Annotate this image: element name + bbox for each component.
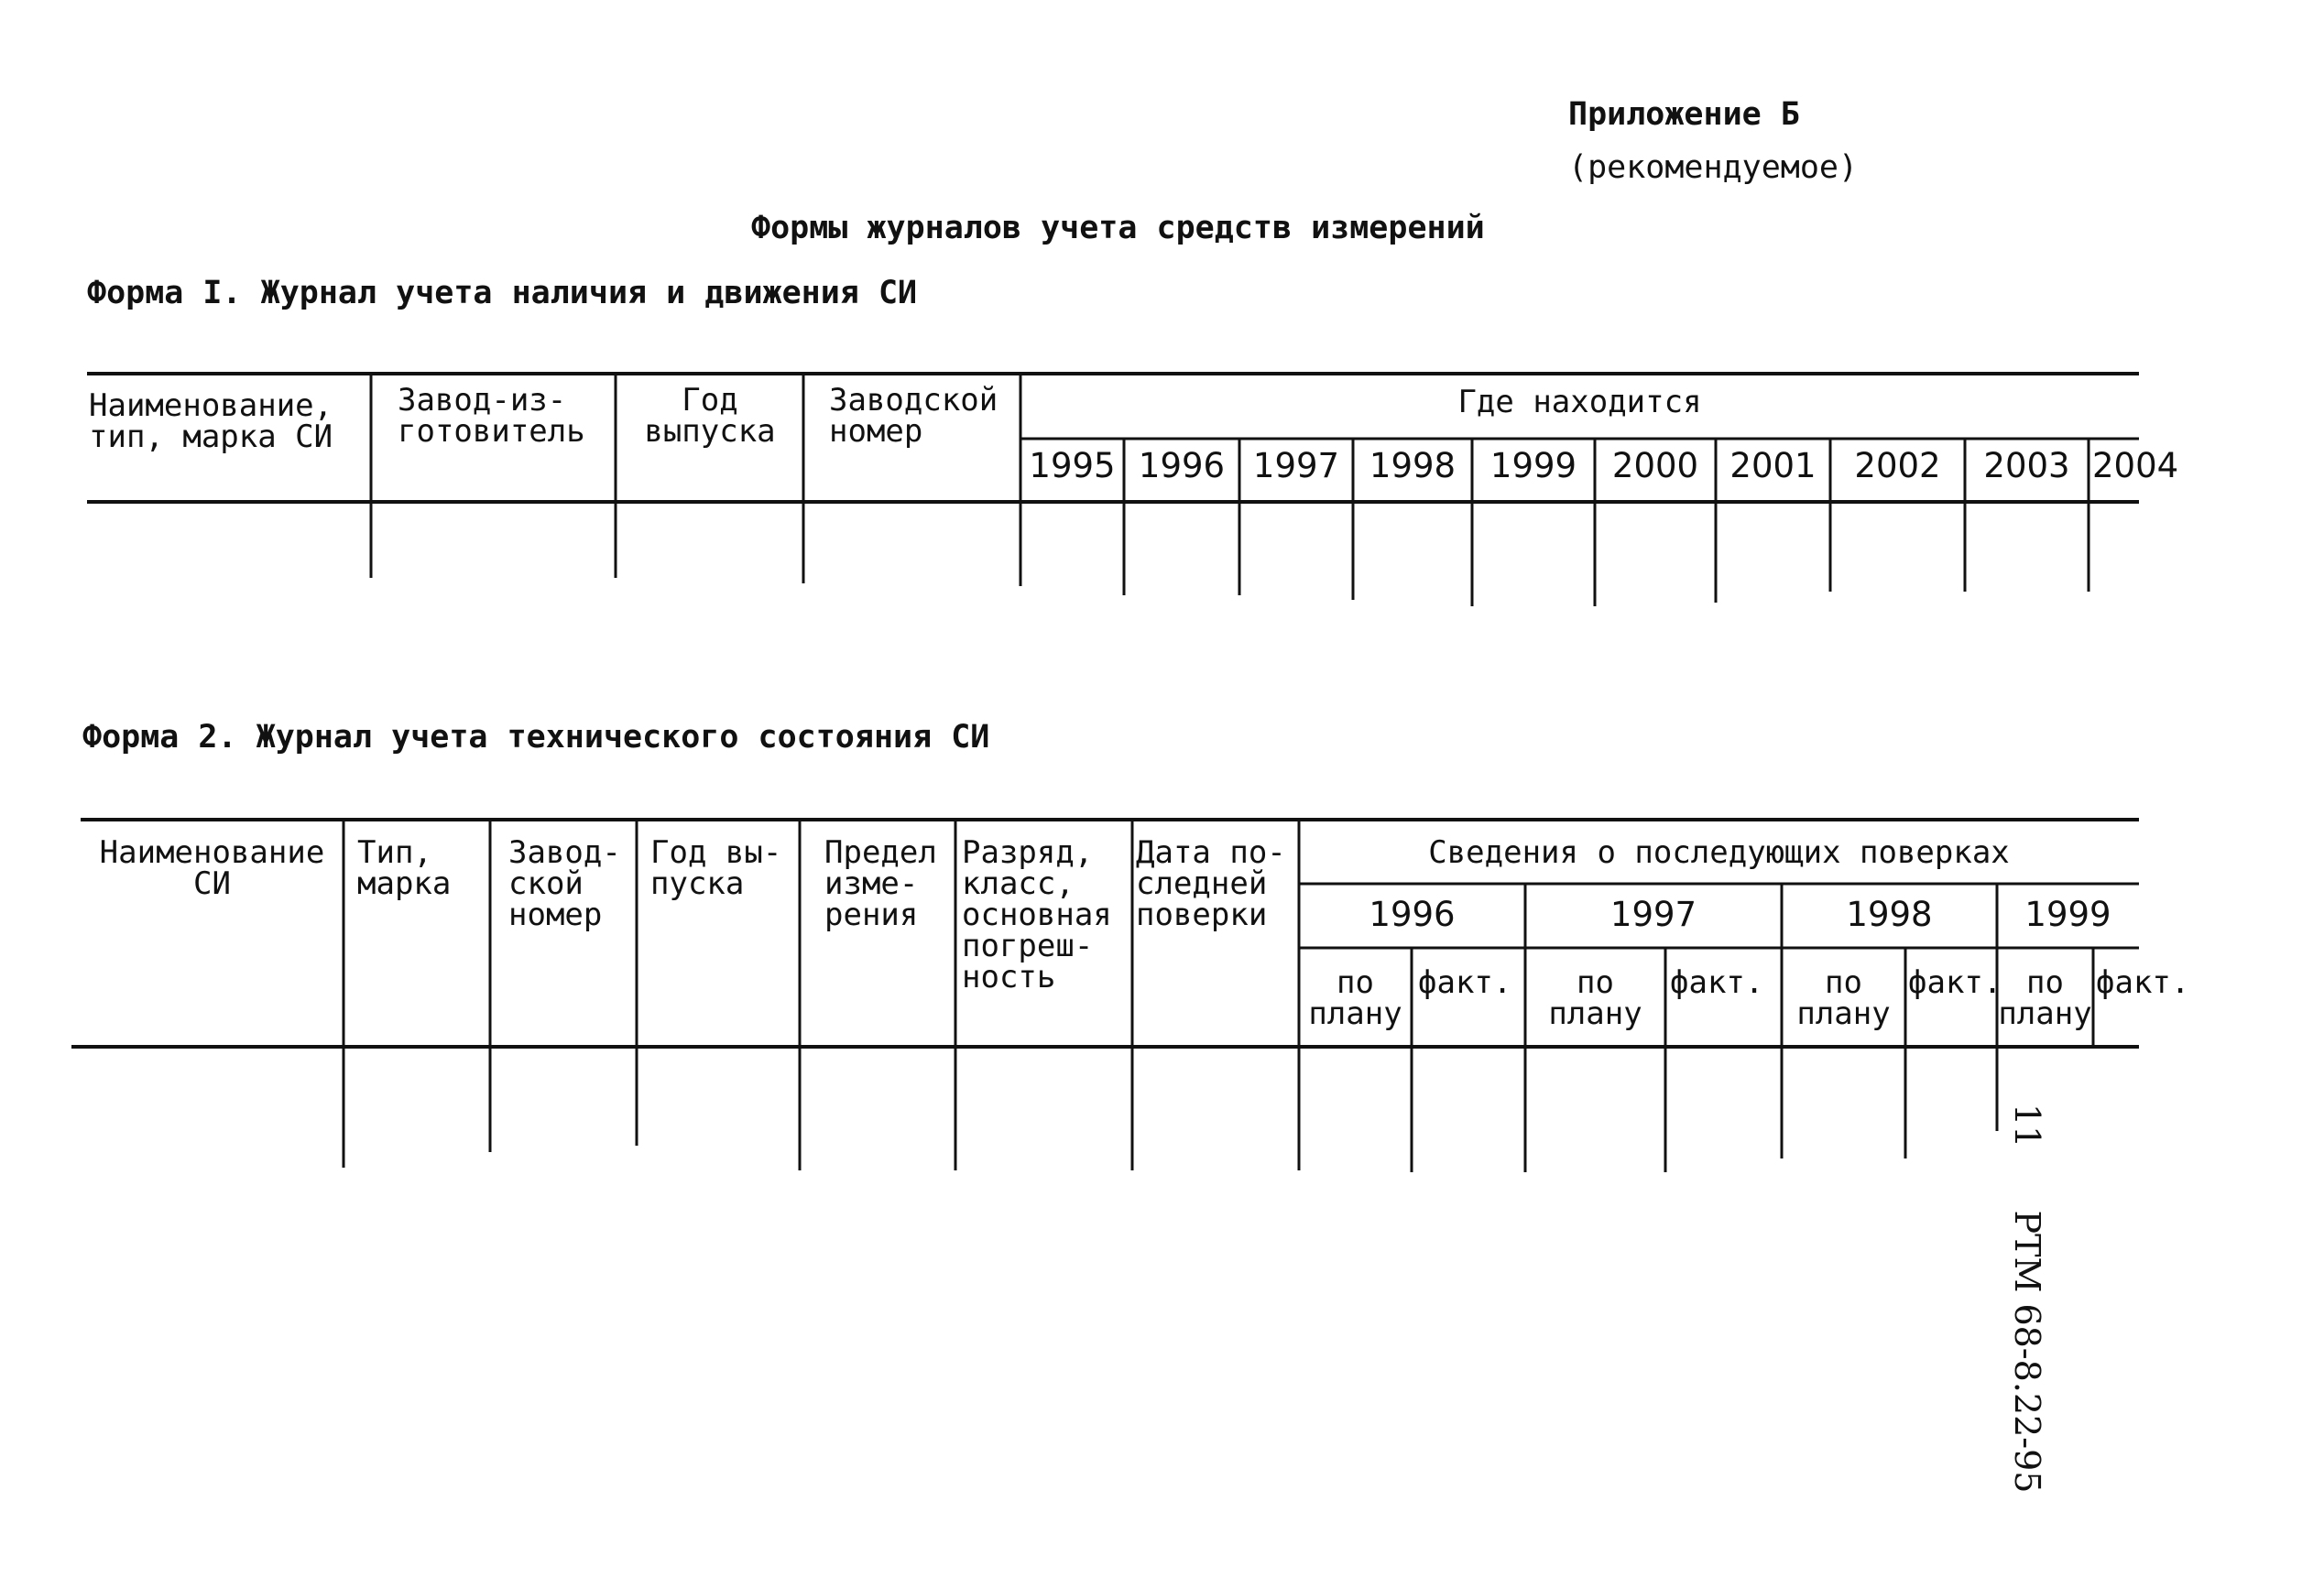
form1-col-name: Наименование, тип, марка СИ — [89, 387, 333, 455]
form2-year: 1996 — [1369, 895, 1456, 934]
form1-year: 2004 — [2092, 446, 2179, 485]
form2-year: 1999 — [2024, 895, 2111, 934]
form2-plan-label: по плану — [1796, 964, 1891, 1032]
form2-year: 1997 — [1609, 895, 1697, 934]
form2-col-last-check: Дата по- следней поверки — [1136, 834, 1286, 933]
form2-fact-label: факт. — [2096, 964, 2190, 1001]
form2-col-serial: Завод- ской номер — [508, 834, 621, 933]
form2-col-name: Наименование СИ — [99, 834, 325, 902]
form2-fact-label: факт. — [1670, 964, 1764, 1001]
form1-year: 1998 — [1369, 446, 1457, 485]
form1-year: 2001 — [1729, 446, 1817, 485]
form2-fact-label: факт. — [1908, 964, 2002, 1001]
form1-year: 2000 — [1611, 446, 1699, 485]
form2-col-range: Предел изме- рения — [824, 834, 937, 933]
page-footer — [2007, 1104, 2047, 1493]
form1-col-location: Где находится — [1457, 384, 1702, 420]
form2-plan-label: по плану — [1998, 964, 2092, 1032]
form1-col-year: Год выпуска — [644, 382, 776, 450]
form1-year: 2003 — [1983, 446, 2070, 485]
form1-caption: Форма I. Журнал учета наличия и движения СИ — [87, 275, 918, 311]
page-title: Формы журналов учета средств измерений — [751, 210, 1485, 246]
form1-year: 1996 — [1138, 446, 1226, 485]
form1-year: 1995 — [1029, 446, 1116, 485]
form2-col-checks: Сведения о последующих поверках — [1428, 834, 2010, 871]
form2-fact-label: факт. — [1418, 964, 1512, 1001]
form1-col-serial: Заводской номер — [829, 382, 998, 450]
form1-year: 2002 — [1854, 446, 1941, 485]
form2-plan-label: по плану — [1308, 964, 1402, 1032]
appendix-label: Приложение Б — [1568, 96, 1800, 133]
form2-year: 1998 — [1846, 895, 1933, 934]
document-code: РТМ 68-8.22-95 — [2007, 1210, 2047, 1494]
form1-year: 1999 — [1489, 446, 1577, 485]
form2-col-class: Разряд, класс, основная погреш- ность — [962, 834, 1112, 995]
form1-col-maker: Завод-из- готовитель — [398, 382, 585, 450]
form2-plan-label: по плану — [1548, 964, 1642, 1032]
form1-year: 1997 — [1252, 446, 1340, 485]
appendix-note: (рекомендуемое) — [1568, 149, 1859, 186]
form2-caption: Форма 2. Журнал учета технического состояния СИ — [82, 719, 990, 756]
form2-col-year: Год вы- пуска — [650, 834, 782, 902]
page-number: 11 — [2007, 1104, 2047, 1148]
form2-col-type: Тип, марка — [357, 834, 452, 902]
